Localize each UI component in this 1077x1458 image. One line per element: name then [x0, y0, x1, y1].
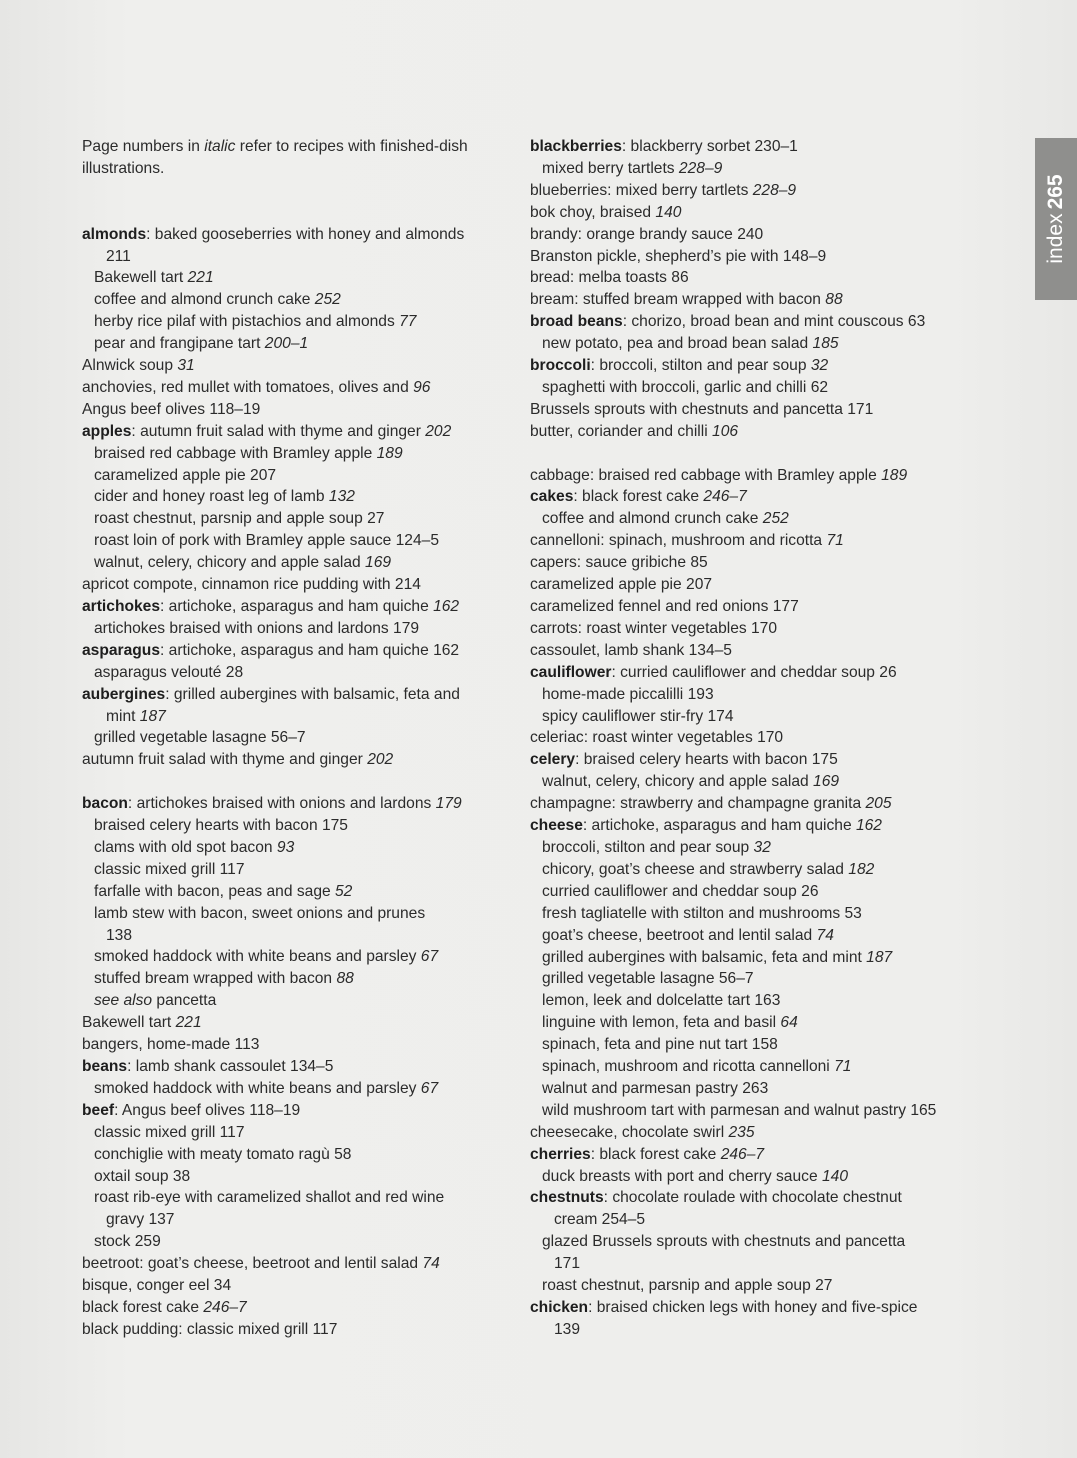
- entry-text: linguine with lemon, feta and basil: [542, 1014, 781, 1032]
- index-subentry: [82, 508, 502, 530]
- index-subentry: [530, 1034, 950, 1056]
- spacer: [530, 443, 950, 465]
- illustrated-page-ref: 71: [826, 532, 844, 550]
- spacer: [82, 180, 502, 202]
- entry-text: lemon, leek and dolcelatte tart 163: [542, 992, 781, 1010]
- entry-text: Branston pickle, shepherd’s pie with 148–9: [530, 247, 827, 265]
- intro-italic-word: italic: [204, 138, 236, 155]
- index-entry: [82, 1056, 502, 1078]
- entry-text: coffee and almond crunch cake: [542, 510, 763, 528]
- illustrated-page-ref: 202: [425, 422, 452, 440]
- illustrated-page-ref: 162: [855, 817, 882, 835]
- index-subentry: [82, 1078, 502, 1100]
- entry-text: : Angus beef olives 118–19: [114, 1101, 301, 1119]
- entry-text: pancetta: [152, 992, 217, 1010]
- entry-text: 211: [106, 247, 131, 265]
- index-entry: [82, 355, 502, 377]
- entry-text: black pudding: classic mixed grill 117: [82, 1320, 338, 1338]
- index-entry: [530, 399, 950, 421]
- index-entry: [530, 1187, 950, 1209]
- index-subentry: [82, 530, 502, 552]
- entry-text: grilled aubergines with balsamic, feta and mint: [542, 948, 867, 966]
- entry-text: 138: [106, 926, 133, 944]
- index-headword: celery: [530, 751, 576, 769]
- entry-text: : blackberry sorbet 230–1: [621, 138, 798, 155]
- entry-text: grilled vegetable lasagne 56–7: [542, 970, 754, 988]
- entry-text: anchovies, red mullet with tomatoes, olives and: [82, 378, 414, 396]
- illustrated-page-ref: 221: [187, 269, 214, 287]
- index-subentry: [530, 377, 950, 399]
- index-entry: [530, 618, 950, 640]
- illustrated-page-ref: 140: [821, 1167, 848, 1185]
- index-subentry: [82, 990, 502, 1012]
- entry-text: artichokes braised with onions and lardons 179: [94, 619, 420, 637]
- entry-text: roast rib-eye with caramelized shallot and red wine: [94, 1189, 445, 1207]
- illustrated-page-ref: 96: [413, 378, 431, 396]
- spacer: [82, 202, 502, 224]
- index-subentry: [530, 333, 950, 355]
- entry-text: herby rice pilaf with pistachios and almonds: [94, 313, 400, 331]
- entry-text: spinach, feta and pine nut tart 158: [542, 1036, 778, 1054]
- illustrated-page-ref: 88: [336, 970, 354, 988]
- index-subentry: [530, 771, 950, 793]
- illustrated-page-ref: 32: [810, 357, 829, 375]
- index-subentry: [82, 1166, 502, 1188]
- entry-text: braised red cabbage with Bramley apple: [94, 444, 377, 462]
- index-entry: [530, 749, 950, 771]
- index-headword: cheese: [530, 817, 583, 835]
- index-entry: [82, 596, 502, 618]
- illustrated-page-ref: 74: [816, 926, 834, 944]
- entry-text: stuffed bream wrapped with bacon: [94, 970, 337, 988]
- index-headword: bacon: [82, 795, 128, 813]
- index-headword: cherries: [530, 1145, 591, 1163]
- entry-text: brandy: orange brandy sauce 240: [530, 225, 764, 243]
- index-tab-word: index: [1044, 213, 1067, 264]
- entry-text: Brussels sprouts with chestnuts and pancetta 171: [530, 400, 874, 418]
- index-column-right: [530, 136, 950, 1341]
- index-subentry: [82, 1122, 502, 1144]
- index-headword: asparagus: [82, 641, 161, 659]
- entry-text: caramelized apple pie 207: [530, 576, 713, 594]
- illustrated-page-ref: 235: [728, 1123, 755, 1141]
- index-subentry: [530, 903, 950, 925]
- entry-text: chicory, goat’s cheese and strawberry salad: [542, 860, 849, 878]
- entry-text: smoked haddock with white beans and parsley: [94, 948, 421, 966]
- index-headword: aubergines: [82, 685, 166, 703]
- index-subentry: [82, 968, 502, 990]
- index-subentry: [530, 706, 950, 728]
- index-entry: [82, 1297, 502, 1319]
- index-subentry: [82, 311, 502, 333]
- entry-text: : artichokes braised with onions and lardons: [127, 795, 436, 813]
- index-subentry: [82, 618, 502, 640]
- index-subentry: [530, 990, 950, 1012]
- index-entry: [530, 465, 950, 487]
- index-entry: [82, 793, 502, 815]
- illustrated-page-ref: 169: [813, 773, 840, 791]
- entry-text: braised celery hearts with bacon 175: [94, 817, 348, 835]
- index-entry: [82, 1319, 502, 1341]
- entry-text: : artichoke, asparagus and ham quiche: [582, 817, 856, 835]
- entry-text: : autumn fruit salad with thyme and ginger: [131, 422, 426, 440]
- index-entry: [530, 246, 950, 268]
- index-entry: [82, 1100, 502, 1122]
- entry-text: duck breasts with port and cherry sauce: [542, 1167, 822, 1185]
- index-subentry: [82, 1144, 502, 1166]
- index-entry: [530, 552, 950, 574]
- entry-text: bread: melba toasts 86: [530, 269, 689, 287]
- entry-text: : baked gooseberries with honey and almonds: [146, 225, 465, 243]
- index-subentry: [530, 881, 950, 903]
- entry-text: stock 259: [94, 1233, 161, 1251]
- index-entry-continuation: [82, 1209, 502, 1231]
- entry-text: wild mushroom tart with parmesan and walnut pastry 165: [542, 1101, 937, 1119]
- index-subentry: [82, 267, 502, 289]
- index-entry: [530, 311, 950, 333]
- entry-text: black forest cake: [82, 1298, 204, 1316]
- entry-text: Bakewell tart: [94, 269, 188, 287]
- illustrated-page-ref: 162: [433, 598, 460, 615]
- entry-text: cassoulet, lamb shank 134–5: [530, 641, 732, 659]
- index-headword: apples: [82, 422, 132, 440]
- entry-text: blueberries: mixed berry tartlets: [530, 181, 753, 199]
- illustrated-page-ref: 93: [276, 838, 295, 856]
- illustrated-page-ref: 185: [812, 335, 839, 353]
- index-entry-continuation: [82, 246, 502, 268]
- index-subentry: [82, 443, 502, 465]
- entry-text: cannelloni: spinach, mushroom and ricotta: [530, 532, 827, 550]
- illustrated-page-ref: 221: [175, 1014, 202, 1032]
- index-subentry: [530, 1100, 950, 1122]
- entry-text: bangers, home-made 113: [82, 1036, 260, 1054]
- entry-text: butter, coriander and chilli: [530, 422, 713, 440]
- index-headword: broad beans: [530, 313, 623, 331]
- index-entry: [530, 202, 950, 224]
- entry-text: : black forest cake: [590, 1145, 721, 1163]
- entry-text: champagne: strawberry and champagne granita: [530, 795, 866, 813]
- entry-text: walnut and parmesan pastry 263: [542, 1079, 769, 1097]
- entry-text: goat’s cheese, beetroot and lentil salad: [542, 926, 817, 944]
- index-headword: cauliflower: [530, 663, 612, 681]
- illustrated-page-ref: 88: [825, 291, 843, 309]
- index-subentry: [530, 684, 950, 706]
- index-subentry: [530, 925, 950, 947]
- index-entry: [530, 662, 950, 684]
- entry-text: : chocolate roulade with chocolate chestnut: [603, 1189, 902, 1207]
- index-entry: [82, 684, 502, 706]
- entry-text: classic mixed grill 117: [94, 860, 245, 878]
- illustrated-page-ref: 169: [365, 554, 392, 572]
- illustrated-page-ref: 77: [399, 313, 417, 331]
- entry-text: spaghetti with broccoli, garlic and chilli 62: [542, 378, 829, 396]
- index-subentry: [530, 837, 950, 859]
- illustrated-page-ref: 32: [753, 838, 771, 856]
- index-subentry: [82, 486, 502, 508]
- entry-text: 139: [554, 1320, 581, 1338]
- index-entry: [82, 421, 502, 443]
- entry-text: : curried cauliflower and cheddar soup 26: [611, 663, 897, 681]
- illustrated-page-ref: 205: [865, 795, 892, 813]
- entry-text: carrots: roast winter vegetables 170: [530, 619, 778, 637]
- index-subentry: [530, 1056, 950, 1078]
- illustrated-page-ref: 106: [712, 422, 739, 440]
- index-entry-continuation: [530, 1319, 950, 1341]
- index-subentry: [530, 947, 950, 969]
- entry-text: clams with old spot bacon: [94, 838, 277, 856]
- entry-text: cream 254–5: [554, 1211, 646, 1229]
- index-entry: [82, 749, 502, 771]
- index-subentry: [82, 815, 502, 837]
- entry-text: caramelized apple pie 207: [94, 466, 277, 484]
- entry-text: grilled vegetable lasagne 56–7: [94, 729, 306, 747]
- index-tab-page-number: 265: [1044, 174, 1067, 210]
- index-headword: almonds: [82, 225, 147, 243]
- illustrated-page-ref: 189: [376, 444, 403, 462]
- illustrated-page-ref: 64: [780, 1014, 798, 1032]
- illustrated-page-ref: 67: [420, 1079, 439, 1097]
- index-entry: [530, 421, 950, 443]
- entry-text: cabbage: braised red cabbage with Bramley apple: [530, 466, 882, 484]
- entry-text: home-made piccalilli 193: [542, 685, 714, 703]
- spacer: [82, 771, 502, 793]
- index-entry-continuation: [82, 925, 502, 947]
- entry-text: celeriac: roast winter vegetables 170: [530, 729, 784, 747]
- right-entries: [530, 136, 950, 1341]
- entry-text: conchiglie with meaty tomato ragù 58: [94, 1145, 352, 1163]
- index-entry: [530, 530, 950, 552]
- illustrated-page-ref: 252: [314, 291, 341, 309]
- entry-text: glazed Brussels sprouts with chestnuts and pancetta: [542, 1233, 906, 1251]
- illustrated-page-ref: 202: [367, 751, 394, 769]
- index-entry: [530, 486, 950, 508]
- entry-text: oxtail soup 38: [94, 1167, 191, 1185]
- entry-text: : artichoke, asparagus and ham quiche 162: [160, 641, 460, 659]
- entry-text: apricot compote, cinnamon rice pudding with 214: [82, 576, 421, 594]
- entry-text: farfalle with bacon, peas and sage: [94, 882, 335, 900]
- entry-text: : artichoke, asparagus and ham quiche: [160, 598, 434, 615]
- illustrated-page-ref: 252: [762, 510, 789, 528]
- index-entry: [82, 1012, 502, 1034]
- entry-text: 171: [554, 1255, 581, 1273]
- index-headword: artichokes: [82, 598, 161, 615]
- illustrated-page-ref: 71: [834, 1058, 852, 1076]
- entry-text: fresh tagliatelle with stilton and mushrooms 53: [542, 904, 862, 922]
- illustrated-page-ref: 187: [866, 948, 893, 966]
- index-subentry: [82, 727, 502, 749]
- entry-text: gravy 137: [106, 1211, 175, 1229]
- entry-text: spicy cauliflower stir-fry 174: [542, 707, 734, 725]
- index-entry: [530, 640, 950, 662]
- entry-text: : chorizo, broad bean and mint couscous 63: [622, 313, 926, 331]
- index-subentry: [82, 465, 502, 487]
- index-entry: [82, 574, 502, 596]
- entry-text: broccoli, stilton and pear soup: [542, 838, 754, 856]
- entry-text: spinach, mushroom and ricotta cannelloni: [542, 1058, 835, 1076]
- index-entry: [530, 727, 950, 749]
- index-subentry: [82, 859, 502, 881]
- entry-text: bisque, conger eel 34: [82, 1277, 232, 1295]
- index-entry: [530, 136, 950, 158]
- index-headword: chestnuts: [530, 1189, 604, 1207]
- illustrated-page-ref: 200–1: [264, 335, 309, 353]
- illustrated-page-ref: 246–7: [203, 1298, 247, 1316]
- index-headword: cakes: [530, 488, 574, 506]
- index-subentry: [82, 289, 502, 311]
- entry-text: new potato, pea and broad bean salad: [542, 335, 813, 353]
- entry-text: coffee and almond crunch cake: [94, 291, 315, 309]
- entry-text: Alnwick soup: [82, 357, 178, 375]
- illustrated-page-ref: 31: [177, 357, 195, 375]
- entry-text: cider and honey roast leg of lamb: [94, 488, 329, 506]
- index-subentry: [530, 508, 950, 530]
- illustrated-page-ref: 189: [881, 466, 908, 484]
- index-subentry: [530, 1078, 950, 1100]
- index-entry: [82, 1034, 502, 1056]
- index-entry: [82, 640, 502, 662]
- entry-text: roast chestnut, parsnip and apple soup 27: [542, 1277, 833, 1295]
- entry-text: curried cauliflower and cheddar soup 26: [542, 882, 819, 900]
- entry-text: caramelized fennel and red onions 177: [530, 598, 799, 616]
- illustrated-page-ref: 182: [848, 860, 875, 878]
- index-entry: [82, 1275, 502, 1297]
- index-entry: [82, 1253, 502, 1275]
- illustrated-page-ref: see also: [94, 992, 153, 1010]
- intro-note: [82, 136, 502, 180]
- left-entries: [82, 224, 502, 1341]
- index-subentry: [82, 881, 502, 903]
- entry-text: roast loin of pork with Bramley apple sauce 124–5: [94, 532, 439, 550]
- illustrated-page-ref: 228–9: [752, 181, 797, 199]
- entry-text: autumn fruit salad with thyme and ginger: [82, 751, 368, 769]
- index-subentry: [82, 1231, 502, 1253]
- index-tab-label: [1044, 174, 1068, 263]
- illustrated-page-ref: 228–9: [678, 159, 723, 177]
- entry-text: : grilled aubergines with balsamic, feta and: [165, 685, 460, 703]
- entry-text: bok choy, braised: [530, 203, 656, 221]
- intro-text: refer to recipes with finished-dish illustrations.: [82, 138, 468, 177]
- entry-text: : braised celery hearts with bacon 175: [575, 751, 838, 769]
- index-entry: [530, 267, 950, 289]
- index-entry: [530, 180, 950, 202]
- entry-text: beetroot: goat’s cheese, beetroot and lentil salad: [82, 1255, 423, 1273]
- index-subentry: [82, 662, 502, 684]
- entry-text: roast chestnut, parsnip and apple soup 27: [94, 510, 385, 528]
- entry-text: smoked haddock with white beans and parsley: [94, 1079, 421, 1097]
- entry-text: mint: [106, 707, 140, 725]
- index-subentry: [82, 837, 502, 859]
- illustrated-page-ref: 140: [655, 203, 682, 221]
- index-subentry: [530, 1275, 950, 1297]
- illustrated-page-ref: 179: [435, 795, 462, 813]
- index-entry: [530, 1297, 950, 1319]
- index-entry: [530, 224, 950, 246]
- index-tab: [1035, 138, 1077, 300]
- index-entry: [530, 289, 950, 311]
- index-headword: chicken: [530, 1299, 589, 1317]
- entry-text: mixed berry tartlets: [542, 159, 679, 177]
- entry-text: : braised chicken legs with honey and five-spice: [588, 1299, 918, 1317]
- index-column-left: [82, 136, 502, 1341]
- index-subentry: [530, 1012, 950, 1034]
- index-entry: [530, 1144, 950, 1166]
- entry-text: pear and frangipane tart: [94, 335, 265, 353]
- entry-text: walnut, celery, chicory and apple salad: [542, 773, 814, 791]
- entry-text: cheesecake, chocolate swirl: [530, 1123, 729, 1141]
- entry-text: bream: stuffed bream wrapped with bacon: [530, 291, 826, 309]
- entry-text: Bakewell tart: [82, 1014, 176, 1032]
- index-entry: [82, 399, 502, 421]
- entry-text: : broccoli, stilton and pear soup: [590, 357, 811, 375]
- entry-text: : black forest cake: [573, 488, 704, 506]
- illustrated-page-ref: 52: [335, 882, 353, 900]
- index-headword: broccoli: [530, 357, 591, 375]
- index-entry-continuation: [82, 706, 502, 728]
- entry-text: capers: sauce gribiche 85: [530, 554, 708, 572]
- index-entry-continuation: [530, 1209, 950, 1231]
- index-subentry: [530, 1231, 950, 1253]
- index-subentry: [530, 968, 950, 990]
- index-subentry: [82, 1187, 502, 1209]
- index-entry: [530, 596, 950, 618]
- index-headword: beef: [82, 1101, 115, 1119]
- intro-text: Page numbers in: [82, 138, 205, 155]
- illustrated-page-ref: 187: [139, 707, 166, 725]
- index-subentry: [530, 859, 950, 881]
- index-entry: [530, 355, 950, 377]
- index-entry-continuation: [530, 1253, 950, 1275]
- index-subentry: [82, 552, 502, 574]
- illustrated-page-ref: 67: [420, 948, 439, 966]
- index-headword: blackberries: [530, 138, 622, 155]
- index-entry: [530, 793, 950, 815]
- illustrated-page-ref: 132: [328, 488, 355, 506]
- index-subentry: [530, 1166, 950, 1188]
- index-subentry: [82, 333, 502, 355]
- index-entry: [82, 224, 502, 246]
- illustrated-page-ref: 246–7: [703, 488, 747, 506]
- index-entry: [530, 574, 950, 596]
- illustrated-page-ref: 246–7: [720, 1145, 765, 1163]
- entry-text: Angus beef olives 118–19: [82, 400, 261, 418]
- entry-text: lamb stew with bacon, sweet onions and prunes: [94, 904, 426, 922]
- entry-text: walnut, celery, chicory and apple salad: [94, 554, 366, 572]
- index-subentry: [530, 158, 950, 180]
- entry-text: classic mixed grill 117: [94, 1123, 245, 1141]
- index-subentry: [82, 946, 502, 968]
- entry-text: asparagus velouté 28: [94, 663, 244, 681]
- index-entry: [530, 1122, 950, 1144]
- index-entry: [530, 815, 950, 837]
- index-headword: beans: [82, 1058, 128, 1076]
- index-entry: [82, 377, 502, 399]
- index-subentry: [82, 903, 502, 925]
- entry-text: : lamb shank cassoulet 134–5: [127, 1058, 334, 1076]
- illustrated-page-ref: 74: [422, 1255, 440, 1273]
